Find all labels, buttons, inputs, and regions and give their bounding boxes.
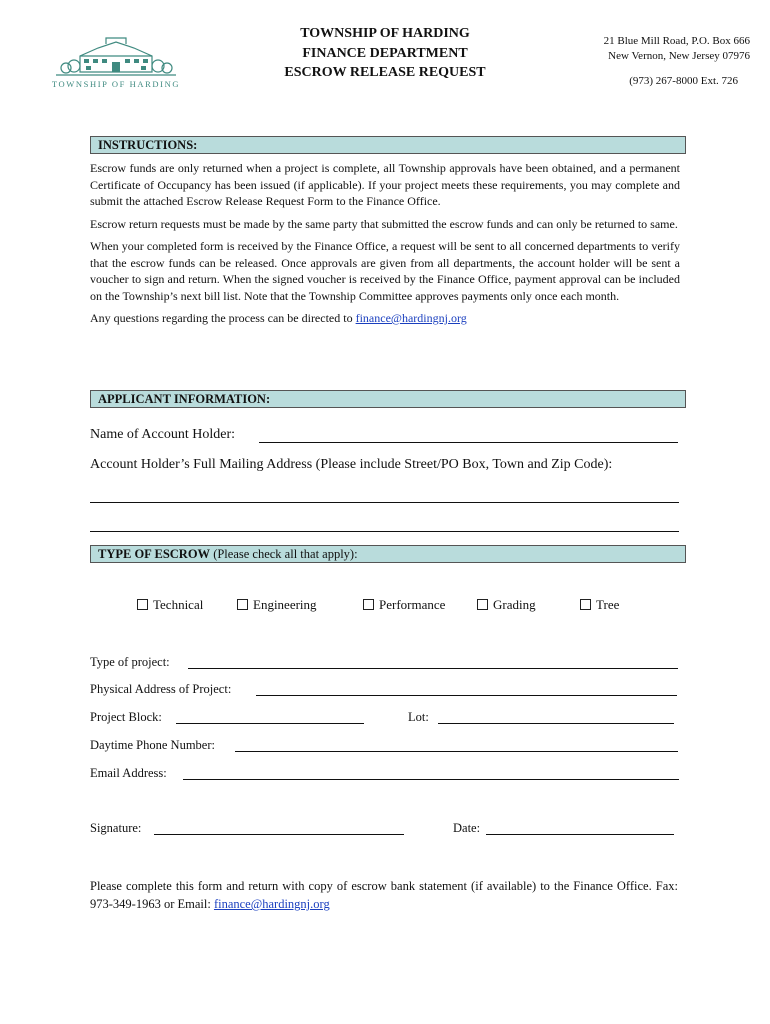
project-address-label: Physical Address of Project: [90, 682, 232, 696]
title-line-3: ESCROW RELEASE REQUEST [284, 65, 486, 80]
address-line-2: New Vernon, New Jersey 07976 [608, 50, 750, 62]
finance-email-link[interactable]: finance@hardingnj.org [355, 311, 467, 325]
account-holder-field[interactable] [259, 442, 678, 443]
phone-field[interactable] [235, 751, 678, 752]
account-holder-row [90, 427, 235, 443]
checkbox-engineering[interactable] [237, 599, 248, 610]
date-field[interactable] [486, 834, 674, 835]
footer-email-link[interactable]: finance@hardingnj.org [213, 897, 330, 911]
project-type-label: Type of project: [90, 655, 170, 669]
date-label: Date: [453, 821, 481, 835]
instructions-heading: INSTRUCTIONS: [90, 136, 686, 154]
instructions-questions: Any questions regarding the process can be directed to finance@hardingnj.org [90, 311, 467, 325]
document-title [260, 24, 510, 83]
project-address-field[interactable] [256, 695, 677, 696]
title-line-2: FINANCE DEPARTMENT [302, 45, 468, 61]
email-row [90, 766, 167, 781]
phone-number: (973) 267-8000 Ext. 726 [629, 75, 738, 87]
escrow-type-heading: TYPE OF ESCROW (Please check all that apply): [90, 545, 686, 563]
mailing-address-line-2[interactable] [90, 531, 679, 532]
lot-field[interactable] [438, 723, 674, 724]
instructions-paragraph-1: Escrow funds are only returned when a project is complete, all Township approvals have been obtained, and a permanent Certificate of Occupancy has been issued (if applicable). If your project meets these requirements, you may complete and submit the attached Escrow Release Request Form to the Finance Office. [90, 161, 680, 208]
email-field[interactable] [183, 779, 679, 780]
address-line-1: 21 Blue Mill Road, P.O. Box 666 [603, 35, 750, 47]
township-logo [50, 32, 185, 90]
project-block-label: Project Block: [90, 710, 162, 724]
phone-label: Daytime Phone Number: [90, 738, 215, 752]
signature-row [90, 821, 141, 836]
project-address-row [90, 682, 231, 697]
checkbox-tree[interactable] [580, 599, 591, 610]
email-label: Email Address: [90, 766, 167, 780]
instructions-text [90, 160, 680, 333]
signature-field[interactable] [154, 834, 404, 835]
escrow-option-grading[interactable]: Grading [477, 597, 536, 613]
escrow-option-engineering[interactable]: Engineering [237, 597, 317, 613]
escrow-option-tree[interactable]: Tree [580, 597, 619, 613]
footer-note: Please complete this form and return with copy of escrow bank statement (if available) to the Finance Office. Fax: 973-349-1963 or Email: finance@hardingnj.org [90, 879, 678, 911]
escrow-option-performance[interactable]: Performance [363, 597, 445, 613]
project-block-row [90, 710, 162, 725]
project-type-field[interactable] [188, 668, 678, 669]
checkbox-grading[interactable] [477, 599, 488, 610]
contact-info [560, 34, 750, 89]
date-row [453, 821, 480, 836]
lot-row [408, 710, 429, 725]
title-line-1: TOWNSHIP OF HARDING [300, 26, 470, 41]
phone-row [90, 738, 215, 753]
lot-label: Lot: [408, 710, 429, 724]
escrow-option-technical[interactable]: Technical [137, 597, 203, 613]
checkbox-performance[interactable] [363, 599, 374, 610]
signature-label: Signature: [90, 821, 142, 835]
account-holder-label: Name of Account Holder: [90, 427, 236, 442]
mailing-address-line-1[interactable] [90, 502, 679, 503]
mailing-address-label: Account Holder’s Full Mailing Address (Please include Street/PO Box, Town and Zip Code): [90, 457, 613, 472]
checkbox-technical[interactable] [137, 599, 148, 610]
instructions-paragraph-2: Escrow return requests must be made by the same party that submitted the escrow funds and can only be returned to same. [90, 216, 678, 231]
instructions-paragraph-3: When your completed form is received by the Finance Office, a request will be sent to all concerned departments to verify that the escrow funds can be released. Once approvals are given from all departments, the account holder will be sent a voucher to sign and return. When the signed voucher is received by the Finance Office, payment approval can be included on the Township’s next bill list. Note that the Township Committee approves payments only once each month. [90, 239, 680, 303]
project-type-row [90, 655, 170, 670]
applicant-heading: APPLICANT INFORMATION: [90, 390, 686, 408]
logo-text: TOWNSHIP OF HARDING [51, 79, 181, 89]
project-block-field[interactable] [176, 723, 364, 724]
